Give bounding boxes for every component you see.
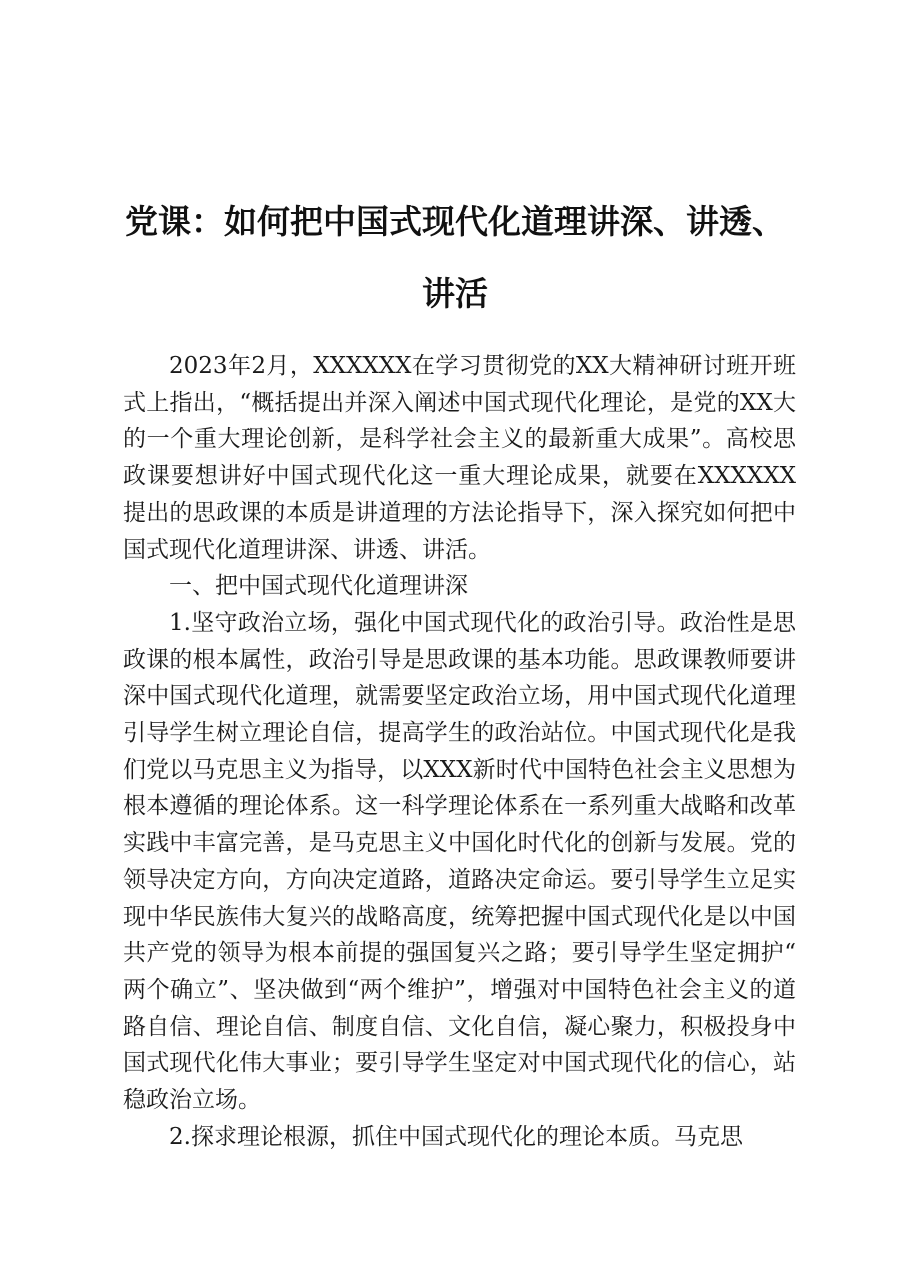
document-body xyxy=(123,348,796,1155)
body-paragraph-2: 2.探求理论根源，抓住中国式现代化的理论本质。马克思 xyxy=(169,1123,743,1150)
body-paragraph-1: 1.坚守政治立场，强化中国式现代化的政治引导。政治性是思政课的根本属性，政治引导是思政课的基本功能。思政课教师要讲深中国式现代化道理，就需要坚定政治立场，用中国式现代化道理引导学生树立理论自信，提高学生的政治站位。中国式现代化是我们党以马克思主义为指导，以XXX新时代中国特色社会主义思想为根本遵循的理论体系。这一科学理论体系在一系列重大战略和改革实践中丰富完善，是马克思主义中国化时代化的创新与发展。党的领导决定方向，方向决定道路，道路决定命运。要引导学生立足实现中华民族伟大复兴的战略高度，统筹把握中国式现代化是以中国共产党的领导为根本前提的强国复兴之路；要引导学生坚定拥护“两个确立”、坚决做到“两个维护”，增强对中国特色社会主义的道路自信、理论自信、制度自信、文化自信，凝心聚力，积极投身中国式现代化伟大事业；要引导学生坚定对中国式现代化的信心，站稳政治立场。 xyxy=(123,609,796,1114)
intro-paragraph: 2023年2月，XXXXXX在学习贯彻党的XX大精神研讨班开班式上指出，“概括提出并深入阐述中国式现代化理论，是党的XX大的一个重大理论创新，是科学社会主义的最新重大成果”。高校思政课要想讲好中国式现代化这一重大理论成果，就要在XXXXXX提出的思政课的本质是讲道理的方法论指导下，深入探究如何把中国式现代化道理讲深、讲透、讲活。 xyxy=(123,353,796,563)
document-title: 党课：如何把中国式现代化道理讲深、讲透、讲活 xyxy=(125,202,785,313)
section-heading-1: 一、把中国式现代化道理讲深 xyxy=(169,573,468,600)
